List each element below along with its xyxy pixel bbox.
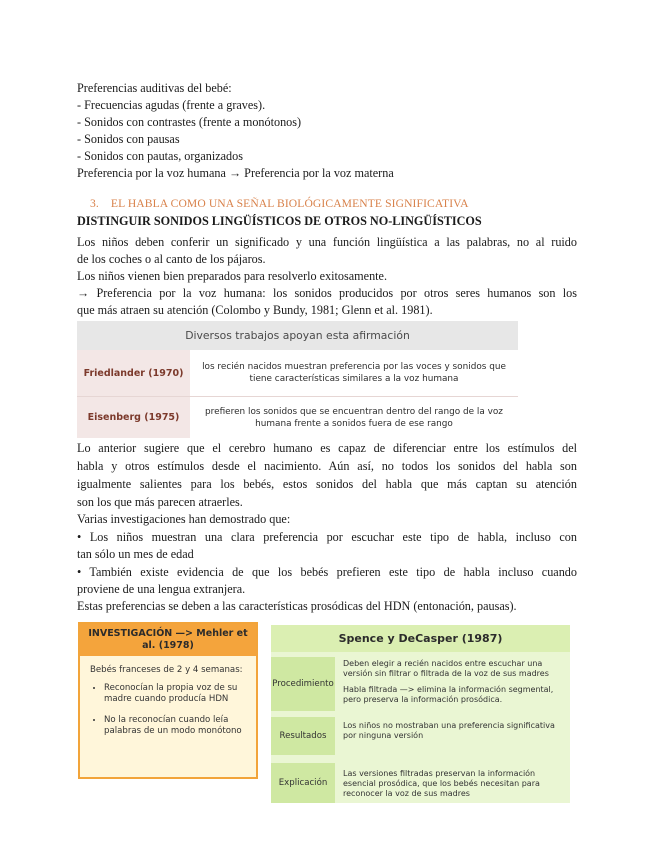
- spence-row-text: [343, 721, 567, 747]
- list-item: • No la reconocían cuando leía palabras de un modo monótono: [104, 715, 248, 737]
- spence-title: Spence y DeCasper (1987): [271, 625, 570, 652]
- spence-row-text-1: Deben elegir a recién nacidos entre escuchar una versión sin filtrar o filtrada de la voz de sus madres: [343, 659, 549, 678]
- spence-row: [271, 763, 570, 803]
- arrow-right-icon: →: [228, 166, 242, 180]
- spence-row-label: Procedimiento: [271, 657, 335, 711]
- intro-item: - Sonidos con contrastes (frente a monótonos): [77, 115, 302, 129]
- intro-item: - Sonidos con pausas: [77, 132, 180, 146]
- investigation-header: INVESTIGACIÓN —> Mehler et al. (1978): [80, 624, 256, 656]
- investigation-subject: Bebés franceses de 2 y 4 semanas:: [90, 665, 243, 675]
- spence-row-text: [343, 769, 567, 805]
- paragraph-line: • También existe evidencia de que los bebés prefieren este tipo de habla incluso cuando: [77, 565, 577, 579]
- paragraph-line: Los niños deben conferir un significado y una función lingüística a las palabras, no al ruido: [77, 235, 577, 249]
- paragraph-line: de los coches o al canto de los pájaros.: [77, 252, 266, 266]
- section-title: EL HABLA COMO UNA SEÑAL BIOLÓGICAMENTE SIGNIFICATIVA: [110, 197, 469, 210]
- spence-row-label: Resultados: [271, 717, 335, 755]
- table-row-label: Eisenberg (1975): [77, 397, 190, 439]
- table-row: [77, 397, 518, 439]
- section-heading: [90, 197, 469, 210]
- intro-item: - Frecuencias agudas (frente a graves).: [77, 98, 266, 112]
- spence-row-text: [343, 659, 567, 711]
- preference-line: [77, 165, 394, 182]
- paragraph-line: • Los niños muestran una clara preferencia por escuchar este tipo de habla, incluso con: [77, 530, 577, 544]
- table-row-label: Friedlander (1970): [77, 350, 190, 397]
- spence-row-label: Explicación: [271, 763, 335, 803]
- spence-row-text-2: Habla filtrada —> elimina la información segmental, pero preserva la información prosódica.: [343, 685, 554, 704]
- paragraph-line: Lo anterior sugiere que el cerebro humano es capaz de diferenciar entre los estímulos del: [77, 441, 577, 455]
- paragraph-line: proviene de una lengua extranjera.: [77, 582, 246, 596]
- intro-item: - Sonidos con pautas, organizados: [77, 149, 243, 163]
- spence-row-text-1: Los niños no mostraban una preferencia significativa por ninguna versión: [343, 721, 555, 740]
- section-subtitle: DISTINGUIR SONIDOS LINGÜÍSTICOS DE OTROS NO-LINGÜÍSTICOS: [77, 214, 482, 228]
- list-item: • Reconocían la propia voz de su madre cuando producía HDN: [104, 683, 248, 705]
- studies-table: [77, 321, 518, 438]
- preference-mother: Preferencia por la voz materna: [244, 166, 394, 180]
- spence-row: [271, 657, 570, 711]
- table-row: [77, 350, 518, 397]
- paragraph-line: que más atraen su atención (Colombo y Bundy, 1981; Glenn et al. 1981).: [77, 303, 433, 317]
- paragraph-line: igualmente salientes para los bebés, estos sonidos del habla que más captan su atención: [77, 477, 577, 491]
- paragraph-line: son los que más parecen atraerles.: [77, 495, 243, 509]
- section-number: 3.: [90, 197, 99, 210]
- preference-human: Preferencia por la voz humana: [77, 166, 226, 180]
- paragraph-line: Varias investigaciones han demostrado que:: [77, 512, 291, 526]
- spence-box: [271, 625, 570, 803]
- spence-row-text-1: Las versiones filtradas preservan la información esencial prosódica, que los bebés necesitan para reconocer la voz de sus madres: [343, 769, 540, 798]
- investigation-box: [78, 622, 258, 779]
- spence-row: [271, 717, 570, 755]
- table-row-text: los recién nacidos muestran preferencia por las voces y sonidos que tiene características similares a la voz humana: [190, 350, 518, 397]
- paragraph-line: → Preferencia por la voz humana: los sonidos producidos por otros seres humanos son los: [77, 286, 577, 300]
- intro-title: Preferencias auditivas del bebé:: [77, 81, 232, 95]
- paragraph-line: habla y otros estímulos desde el nacimiento. Aún así, no todos los sonidos del habla son: [77, 459, 577, 473]
- table-row-text: prefieren los sonidos que se encuentran dentro del rango de la voz humana frente a sonidos fuera de ese rango: [205, 406, 503, 429]
- paragraph-line: tan sólo un mes de edad: [77, 547, 194, 561]
- paragraph-line: Los niños vienen bien preparados para resolverlo exitosamente.: [77, 269, 388, 283]
- table-header: Diversos trabajos apoyan esta afirmación: [77, 321, 518, 350]
- paragraph-line: Estas preferencias se deben a las características prosódicas del HDN (entonación, pausas).: [77, 599, 517, 613]
- investigation-list: [80, 683, 256, 737]
